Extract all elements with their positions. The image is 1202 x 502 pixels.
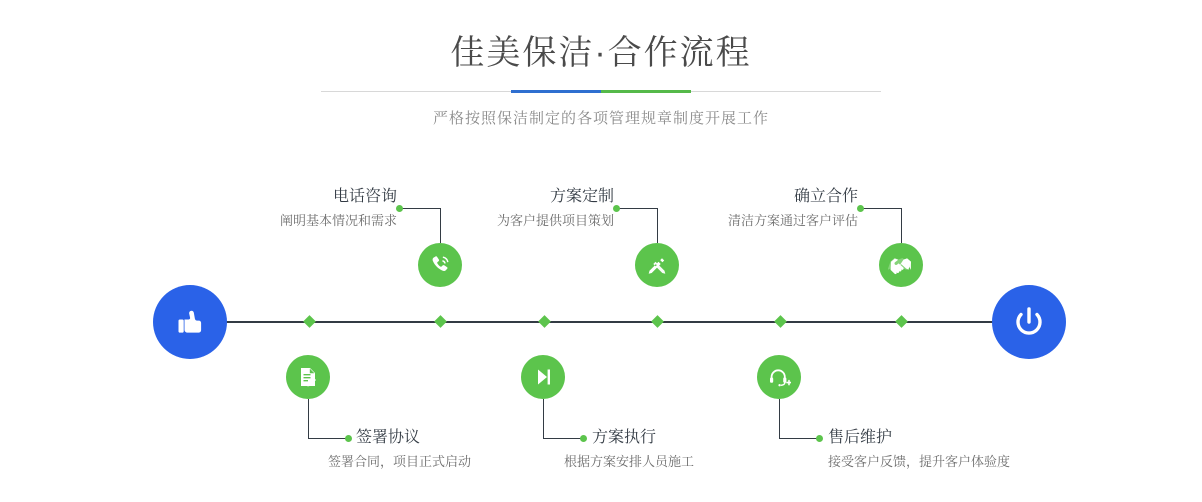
divider-segment-blue [511, 90, 601, 93]
phone-call-icon [428, 253, 452, 277]
play-forward-icon [531, 365, 555, 389]
step-icon-6[interactable] [757, 355, 801, 399]
connector-v-2 [308, 399, 309, 439]
connector-h-6 [779, 438, 819, 439]
document-edit-icon [296, 365, 320, 389]
connector-dot-6 [816, 435, 823, 442]
axis-marker [538, 315, 551, 328]
connector-h-1 [399, 208, 441, 209]
step-desc-5: 清洁方案通过客户评估 [727, 213, 858, 228]
step-label-4 [564, 427, 695, 473]
connector-v-4 [543, 399, 544, 439]
pen-ruler-icon [645, 253, 669, 277]
thumbs-up-icon [171, 303, 209, 341]
step-title-1: 电话咨询 [332, 188, 397, 205]
connector-dot-3 [613, 205, 620, 212]
step-title-2: 签署协议 [356, 429, 421, 446]
connector-dot-5 [857, 205, 864, 212]
connector-h-5 [860, 208, 902, 209]
page-title: 佳美保洁·合作流程 [450, 34, 752, 72]
axis-marker [434, 315, 447, 328]
connector-v-6 [779, 399, 780, 439]
page-subtitle: 严格按照保洁制定的各项管理规章制度开展工作 [432, 110, 769, 127]
headset-support-icon [767, 365, 791, 389]
connector-h-3 [616, 208, 658, 209]
handshake-icon [888, 252, 914, 278]
step-label-5 [704, 186, 858, 232]
step-icon-2[interactable] [286, 355, 330, 399]
step-title-3: 方案定制 [549, 188, 614, 205]
timeline-axis [155, 321, 1050, 323]
step-label-2 [328, 427, 472, 473]
step-title-5: 确立合作 [793, 188, 858, 205]
step-icon-5[interactable] [879, 243, 923, 287]
step-icon-1[interactable] [418, 243, 462, 287]
step-desc-6: 接受客户反馈，提升客户体验度 [828, 454, 1011, 469]
step-title-4: 方案执行 [592, 429, 657, 446]
step-desc-3: 为客户提供项目策划 [496, 213, 614, 228]
step-label-3 [460, 186, 614, 232]
step-desc-1: 阐明基本情况和需求 [279, 213, 397, 228]
connector-h-2 [308, 438, 348, 439]
step-title-6: 售后维护 [828, 429, 893, 446]
step-label-1 [252, 186, 397, 232]
connector-dot-2 [345, 435, 352, 442]
axis-marker [303, 315, 316, 328]
connector-dot-1 [396, 205, 403, 212]
step-icon-3[interactable] [635, 243, 679, 287]
step-desc-4: 根据方案安排人员施工 [564, 454, 695, 469]
axis-marker [651, 315, 664, 328]
connector-v-1 [440, 208, 441, 243]
header [0, 30, 1202, 128]
axis-marker [895, 315, 908, 328]
connector-h-4 [543, 438, 583, 439]
step-icon-4[interactable] [521, 355, 565, 399]
start-node [153, 285, 227, 359]
power-icon [1009, 302, 1049, 342]
connector-dot-4 [580, 435, 587, 442]
step-desc-2: 签署合同，项目正式启动 [328, 454, 472, 469]
connector-v-5 [901, 208, 902, 243]
divider-segment-green [601, 90, 691, 93]
title-divider [321, 90, 881, 93]
connector-v-3 [657, 208, 658, 243]
end-node [992, 285, 1066, 359]
step-label-6 [828, 427, 1010, 473]
axis-marker [774, 315, 787, 328]
